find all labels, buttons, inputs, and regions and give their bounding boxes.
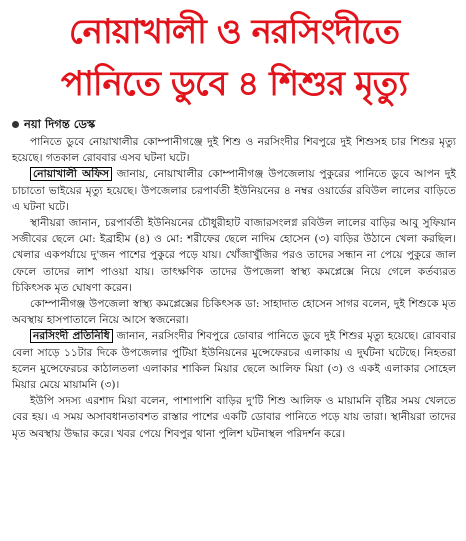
paragraph-2-text: জানায়, নোয়াখালীর কোম্পানীগঞ্জ উপজেলায় পুকুরের পানিতে ডুবে আপন দুই চাচাতো ভাইয়ের মৃত্যু হয়েছে। উপজেলার চরপার্বতী ইউনিয়নের ৪ নম্বর ওয়ার্ডের রবিউল লালের বাড়িতে এ ঘটনা ঘটে।	[12, 168, 456, 213]
paragraph-6	[12, 393, 456, 442]
paragraph-4	[12, 296, 456, 328]
paragraph-6-text: ইউপি সদস্য এরশাদ মিয়া বলেন, পাশাপাশি বাড়ির দু'টি শিশু আলিফ ও মায়ামনি বৃষ্টির সময় খেলতে বের হয়। এ সময় অসাবধানতাবশত রাস্তার পাশের একটি ডোবার পানিতে পড়ে যায় তারা। স্থানীয়রা তাদের মৃত অবস্থায় উদ্ধার করে। খবর পেয়ে শিবপুর থানা পুলিশ ঘটনাস্থল পরিদর্শন করে।	[12, 395, 456, 440]
paragraph-2-lead: নোয়াখালী অফিস	[30, 167, 112, 181]
paragraph-5	[12, 328, 456, 393]
paragraph-1-text: পানিতে ডুবে নোয়াখালীর কোম্পানীগঞ্জে দুই শিশু ও নরসিংদীর শিবপুরে দুই শিশুসহ চার শিশুর মৃত্যু হয়েছে। গতকাল রোববার এসব ঘটনা ঘটে।	[12, 136, 456, 165]
paragraph-5-text: জানান, নরসিংদীর শিবপুরে ডোবার পানিতে ডুবে দুই শিশুর মৃত্যু হয়েছে। রোববার বেলা সাড়ে ১১টার দিকে উপজেলার পুটিয়া ইউনিয়নের মুন্সেফেরচর এলাকায় এ দুর্ঘটনা ঘটেছে। নিহতরা হলেন মুন্সেফেরচর কাঠালতলা এলাকার শাকিল মিয়ার ছেলে আলিফ মিয়া (৩) ও একই এলাকার সোহেল মিয়ার মেয়ে মায়ামনি (৩)।	[12, 330, 456, 392]
paragraph-1	[12, 134, 456, 166]
headline-line-1: নোয়াখালী ও নরসিংদীতে	[68, 12, 400, 52]
bullet-icon	[12, 121, 19, 128]
paragraph-3	[12, 215, 456, 296]
byline	[12, 116, 456, 132]
paragraph-4-text: কোম্পানীগঞ্জ উপজেলা স্বাস্থ্য কমপ্লেক্সের চিকিৎসক ডা: সাহাদাত হোসেন সাগর বলেন, দুই শিশুকে মৃত অবস্থায় হাসপাতালে নিয়ে আসে স্বজনেরা।	[12, 298, 456, 327]
headline-line-2: পানিতে ডুবে ৪ শিশুর মৃত্যু	[60, 64, 408, 104]
headline	[12, 6, 456, 110]
article-body	[12, 134, 456, 442]
paragraph-5-lead: নরসিংদী প্রতিনিধি	[30, 329, 113, 343]
paragraph-3-text: স্থানীয়রা জানান, চরপার্বতী ইউনিয়নের চৌধুরীহাট বাজারসংলগ্ন রবিউল লালের বাড়ির আবু সুফিয়ান সজীবের ছেলে মো: ইব্রাহীম (৪) ও মো: শরীফের ছেলে নাদিম হোসেন (৩) বাড়ির উঠানে খেলা করছিল। খেলার একপর্যায়ে দু'জন পাশের পুকুরে পড়ে যায়। খোঁজাখুঁজির পরও তাদের সন্ধান না পেয়ে পুকুরে জাল ফেলে তাদের লাশ পাওয়া যায়। তাৎক্ষণিক তাদের উপজেলা স্বাস্থ্য কমপ্লেক্সে নিয়ে গেলে কর্তব্যরত চিকিৎসক মৃত ঘোষণা করেন।	[12, 217, 456, 294]
byline-text: নয়া দিগন্ত ডেস্ক	[24, 117, 96, 131]
paragraph-2	[12, 166, 456, 215]
